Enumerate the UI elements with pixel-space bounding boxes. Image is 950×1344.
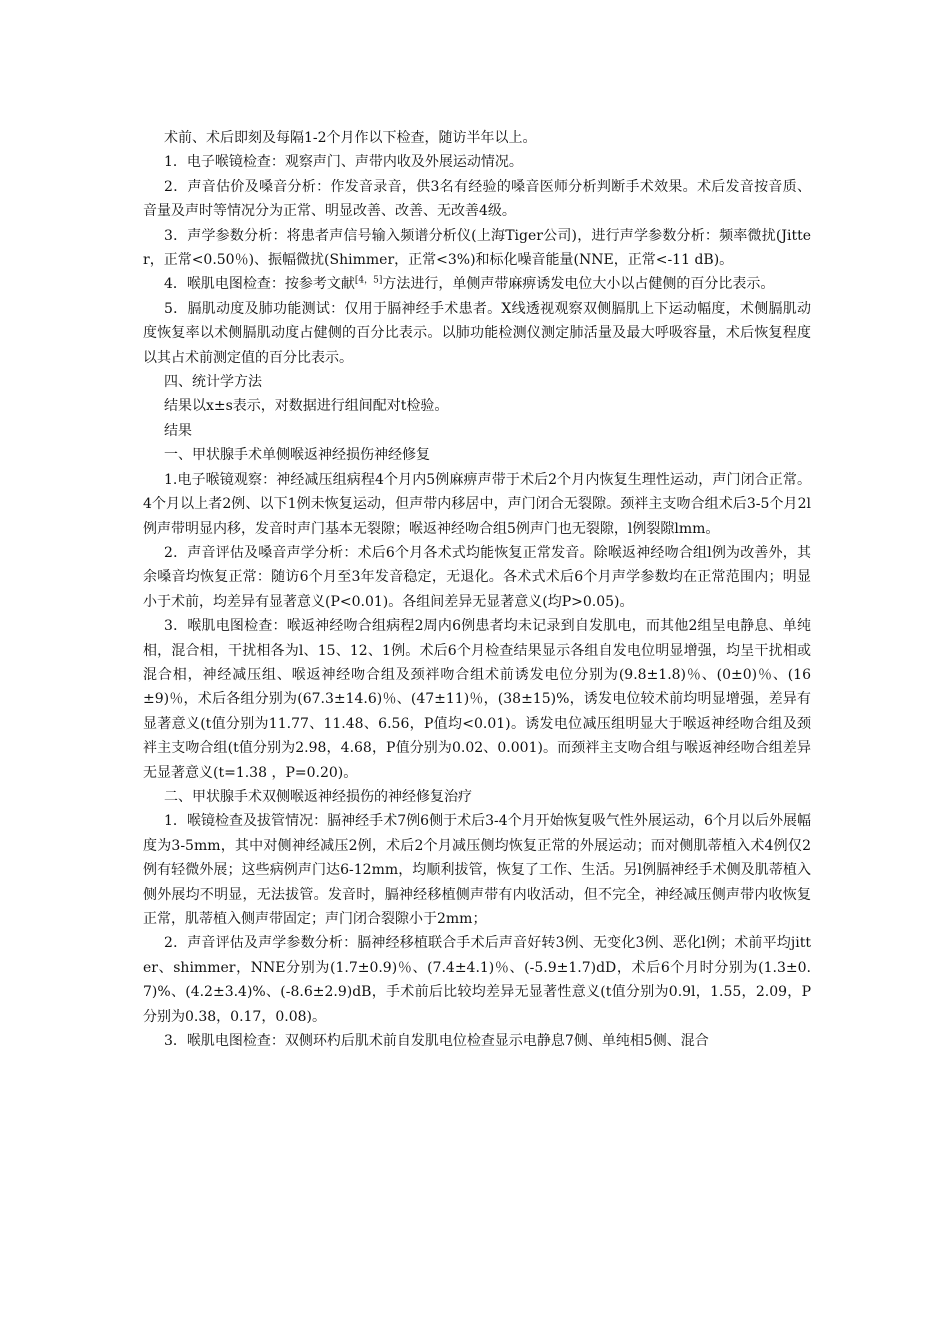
paragraph-voice-assessment-method: 2．声音估价及嗓音分析：作发音录音，供3名有经验的嗓音医师分析判断手术效果。术后发音按音质、音量及声时等情况分为正常、明显改善、改善、无改善4级。 [143,178,811,220]
paragraph-laryngoscopy-method: 1．电子喉镜检查：观察声门、声带内收及外展运动情况。 [164,154,523,171]
heading-statistics: 四、统计学方法 [164,374,262,391]
emg-method-text-after: 方法进行，单侧声带麻痹诱发电位大小以占健侧的百分比表示。 [382,276,775,293]
heading-bilateral-injury: 二、甲状腺手术双侧喉返神经损伤的神经修复治疗 [164,788,472,805]
paragraph-statistics: 结果以x±s表示，对数据进行组间配对t检验。 [164,398,449,415]
article-body [143,126,811,1053]
heading-results: 结果 [164,422,192,439]
paragraph-acoustic-analysis-method: 3．声学参数分析：将患者声信号输入频谱分析仪(上海Tiger公司)，进行声学参数分析：频率微扰(Jitter，正常<0.50％)、振幅微扰(Shimmer，正常<3%)和标化噪音能量(NNE，正常<-11 dB)。 [143,227,811,269]
paragraph-bilateral-emg: 3．喉肌电图检查：双侧环杓后肌术前自发肌电位检查显示电静息7侧、单纯相5侧、混合 [164,1033,709,1050]
reference-citation: [4，5] [354,275,383,286]
paragraph-followup-schedule: 术前、术后即刻及每隔1-2个月作以下检查，随访半年以上。 [164,130,537,146]
emg-method-text-before: 4．喉肌电图检查：按参考文献 [164,276,355,293]
paragraph-unilateral-voice: 2．声音评估及嗓音声学分析：术后6个月各术式均能恢复正常发音。除喉返神经吻合组l例为改善外，其余嗓音均恢复正常：随访6个月至3年发音稳定，无退化。各术式术后6个月声学参数均在正常范围内；明显小于术前，均差异有显著意义(P<0.01)。各组间差异无显著意义(均P>0.05)。 [143,544,811,610]
paragraph-emg-method [143,272,811,296]
paragraph-bilateral-voice: 2．声音评估及声学参数分析：膈神经移植联合手术后声音好转3例、无变化3例、恶化l例；术前平均jitter、shimmer，NNE分别为(1.7±0.9)％、(7.4±4.1)％、(-5.9±1.7)dD，术后6个月时分别为(1.3±0.7)%、(4.2±3.4)%、(-8.6±2.9)dB，手术前后比较均差异无显著性意义(t值分别为0.9l，1.55，2.09，P分别为0.38，0.17，0.08)。 [143,935,811,1025]
paragraph-diaphragm-lung-test: 5．膈肌动度及肺功能测试：仅用于膈神经手术患者。X线透视观察双侧膈肌上下运动幅度，术侧膈肌动度恢复率以术侧膈肌动度占健侧的百分比表示。以肺功能检测仪测定肺活量及最大呼吸容量，术后恢复程度以其占术前测定值的百分比表示。 [143,300,811,366]
paragraph-unilateral-emg: 3．喉肌电图检查：喉返神经吻合组病程2周内6例患者均未记录到自发肌电，而其他2组呈电静息、单纯相，混合相，干扰相各为l、15、12、1例。术后6个月检查结果显示各组自发电位明显增强，均呈干扰相或混合相，神经减压组、喉返神经吻合组及颈袢吻合组术前诱发电位分别为(9.8±1.8)％、(0±0)％、(16±9)％，术后各组分别为(67.3±14.6)％、(47±11)％，(38±15)%，诱发电位较术前均明显增强，差异有显著意义(t值分别为11.77、11.48、6.56，P值均<0.01)。诱发电位减压组明显大于喉返神经吻合组及颈袢主支吻合组(t值分别为2.98，4.68，P值分别为0.02、0.001)。而颈袢主支吻合组与喉返神经吻合组差异无显著意义(t=1.38 ，P=0.20)。 [143,618,811,781]
paragraph-unilateral-laryngoscopy: 1.电子喉镜观察：神经减压组病程4个月内5例麻痹声带于术后2个月内恢复生理性运动，声门闭合正常。4个月以上者2例、以下1例未恢复运动，但声带内移居中，声门闭合无裂隙。颈袢主支吻合组术后3-5个月2l例声带明显内移，发音时声门基本无裂隙；喉返神经吻合组5例声门也无裂隙，l例裂隙lmm。 [143,471,811,537]
paragraph-bilateral-laryngoscopy: 1．喉镜检查及拔管情况：膈神经手术7例6侧于术后3-4个月开始恢复吸气性外展运动，6个月以后外展幅度为3-5mm，其中对侧神经减压2例，术后2个月减压侧均恢复正常的外展运动；而对侧肌蒂植入术4例仅2例有轻微外展；这些病例声门达6-12mm，均顺利拔管，恢复了工作、生活。另l例膈神经手术侧及肌蒂植入侧外展均不明显，无法拔管。发音时，膈神经移植侧声带有内收活动，但不完全，神经减压侧声带内收恢复正常，肌蒂植入侧声带固定；声门闭合裂隙小于2mm； [143,813,811,927]
heading-unilateral-injury: 一、甲状腺手术单侧喉返神经损伤神经修复 [164,447,430,464]
